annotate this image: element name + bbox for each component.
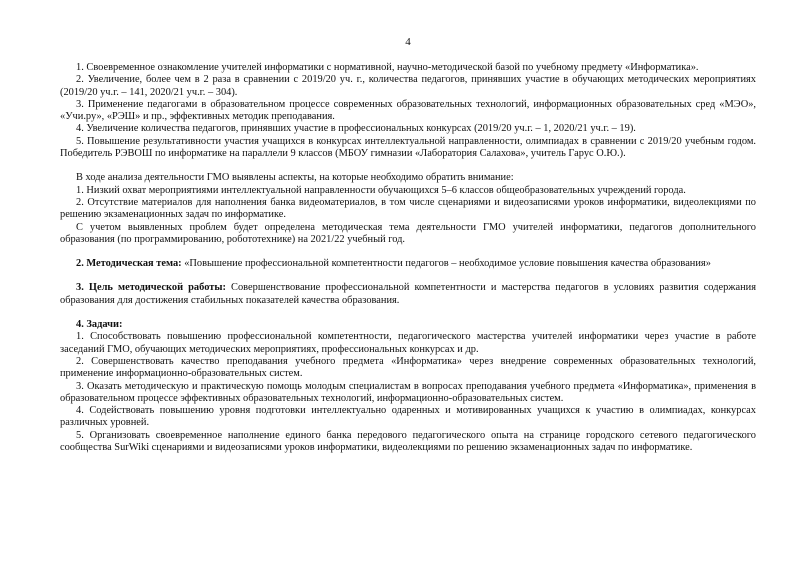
work-goal-text: Совершенствование профессиональной компетентности и мастерства педагогов в условиях развития содержания образования для достижения стабильных показателей качества образования.	[60, 282, 756, 306]
results-item-1: 1. Своевременное ознакомление учителей информатики с нормативной, научно-методической базой по учебному предмету «Информатика».	[76, 62, 699, 73]
analysis-item-1: 1. Низкий охват мероприятиями интеллектуальной направленности обучающихся 5–6 классов общеобразовательных учреждений города.	[76, 184, 686, 196]
task-item-4: 4. Содействовать повышению уровня подготовки интеллектуально одаренных и мотивированных учащихся к участию в олимпиадах, конкурсах различных уровней.	[60, 405, 756, 429]
results-item-5: 5. Повышение результативности участия учащихся в конкурсах интеллектуальной направленности, олимпиадах в сравнении с 2019/20 учебным годом. Победитель РЭВОШ по информатике на параллели 9 классов (МБОУ гимназии «Лаборатория Салахова», учитель Гарус О.Ю.).	[60, 135, 756, 160]
analysis-intro: В ходе анализа деятельности ГМО выявлены аспекты, на которые необходимо обратить внимание:	[76, 172, 514, 184]
results-item-2: 2. Увеличение, более чем в 2 раза в сравнении с 2019/20 уч. г., количества педагогов, принявших участие в обучающих методических мероприятиях (2019/20 уч.г. – 141, 2020/21 уч.г. – 304).	[60, 74, 756, 98]
analysis-item-2: 2. Отсутствие материалов для наполнения банка видеоматериалов, в том числе сценариями и видеозаписями уроков информатики, видеолекциями по решению экзаменационных задач по информатике.	[60, 196, 756, 221]
work-goal	[60, 282, 756, 307]
task-item-3: 3. Оказать методическую и практическую помощь молодым специалистам в вопросах преподавания учебного предмета «Информатика», применения в образовательном процессе эффективных образовательных технологий, информационно-образовательных систем.	[60, 380, 756, 404]
task-item-5: 5. Организовать своевременное наполнение единого банка передового педагогического опыта на странице городского сетевого педагогического сообщества SurWiki сценариями и видеозаписями уроков информатики, видеолекциями по решению экзаменационных задач по информатике.	[60, 429, 756, 454]
results-list	[60, 62, 756, 160]
analysis-section	[60, 172, 756, 246]
methodical-theme-text: «Повышение профессиональной компетентности педагогов – необходимое условие повышения качества образования»	[181, 258, 711, 270]
results-item-4: 4. Увеличение количества педагогов, принявших участие в профессиональных конкурсах (2019/20 уч.г. – 1, 2020/21 уч.г. – 19).	[76, 123, 636, 135]
task-item-2: 2. Совершенствовать качество преподавания учебного предмета «Информатика» через внедрение современных образовательных технологий, применение информационно-образовательных систем.	[60, 355, 756, 380]
methodical-theme-label: 2. Методическая тема:	[76, 258, 182, 270]
work-goal-label: 3. Цель методической работы:	[76, 282, 226, 294]
analysis-conclusion: С учетом выявленных проблем будет определена методическая тема деятельности ГМО учителей информатики, педагогов дополнительного образования (по программированию, робототехнике) на 2021/22 учебный год.	[60, 221, 756, 245]
task-item-1: 1. Способствовать повышению профессиональной компетентности, педагогического мастерства учителей информатики через участие в работе заседаний ГМО, обучающих методических мероприятиях, профессиональных конкурсах и др.	[60, 331, 756, 355]
methodical-theme	[60, 258, 756, 270]
page-number: 4	[405, 36, 411, 48]
results-item-3: 3. Применение педагогами в образовательном процессе современных образовательных технологий, информационных образовательных сред «МЭО», «Учи.ру», «РЭШ» и пр., эффективных методик преподавания.	[60, 98, 756, 123]
tasks-heading: 4. Задачи:	[76, 319, 123, 331]
tasks-section	[60, 319, 756, 454]
